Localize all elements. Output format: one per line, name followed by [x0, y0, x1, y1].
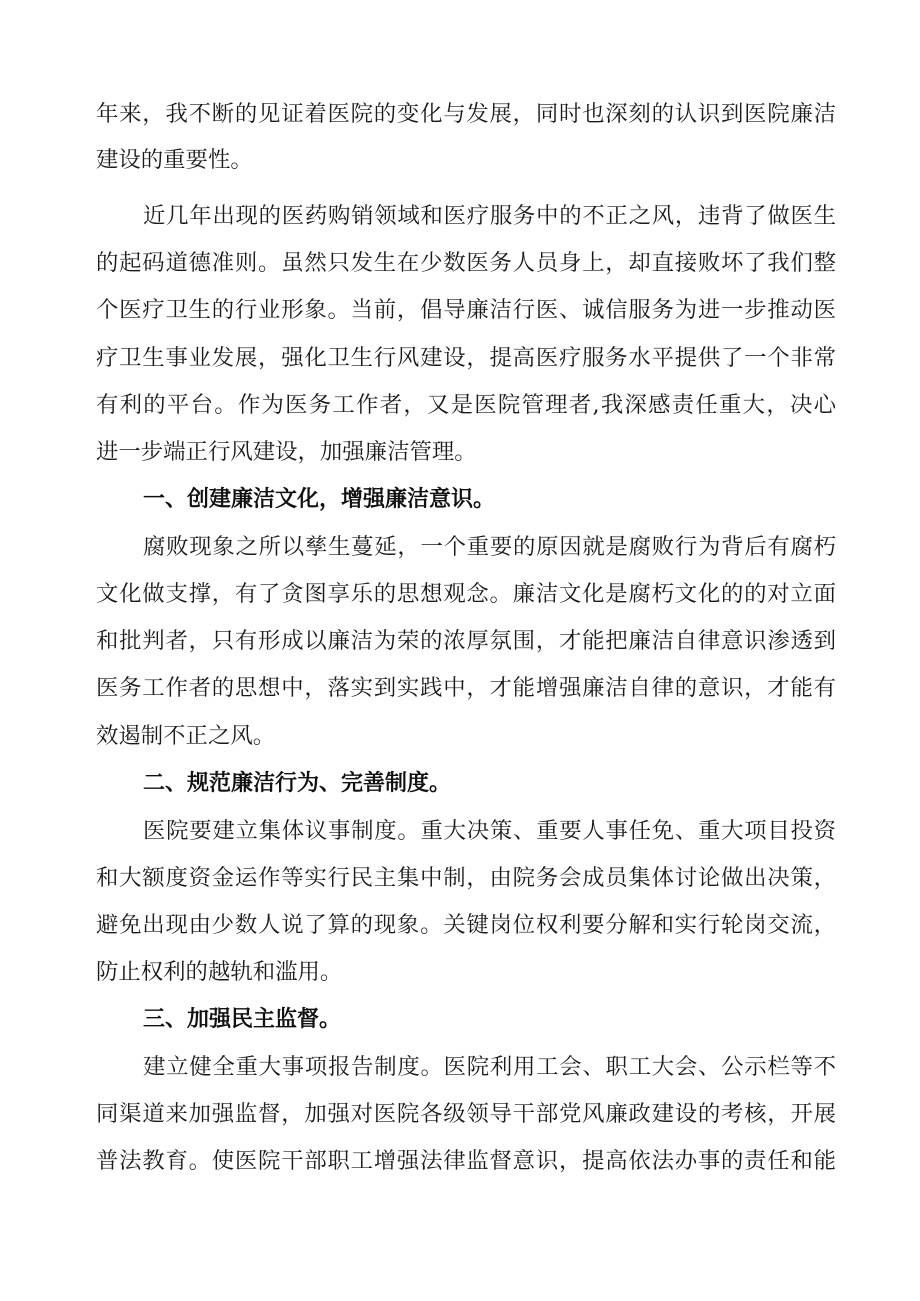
section-heading-1: 一、创建廉洁文化，增强廉洁意识。	[143, 487, 496, 512]
text-line: 和大额度资金运作等实行民主集中制，由院务会成员集体讨论做出决策，	[96, 865, 836, 891]
text-line: 避免出现由少数人说了算的现象。关键岗位权利要分解和实行轮岗交流，	[96, 912, 836, 938]
text-line: 有利的平台。作为医务工作者，又是医院管理者,我深感责任重大，决心	[96, 392, 836, 418]
text-line: 年来，我不断的见证着医院的变化与发展，同时也深刻的认识到医院廉洁	[96, 101, 836, 127]
text-line: 疗卫生事业发展，强化卫生行风建设，提高医疗服务水平提供了一个非常	[96, 345, 836, 371]
paragraph-first-line: 建立健全重大事项报告制度。医院利用工会、职工大会、公示栏等不	[143, 1054, 836, 1080]
text-line: 进一步端正行风建设，加强廉洁管理。	[96, 439, 477, 465]
text-line: 文化做支撑，有了贪图享乐的思想观念。廉洁文化是腐朽文化的的对立面	[96, 581, 836, 607]
text-line: 防止权利的越轨和滥用。	[96, 959, 343, 985]
text-line: 效遏制不正之风。	[96, 723, 276, 749]
section-heading-3: 三、加强民主监督。	[143, 1007, 342, 1032]
text-line: 个医疗卫生的行业形象。当前，倡导廉洁行医、诚信服务为进一步推动医	[96, 297, 836, 323]
text-line: 同渠道来加强监督，加强对医院各级领导干部党风廉政建设的考核，开展	[96, 1101, 836, 1127]
paragraph-first-line: 近几年出现的医药购销领域和医疗服务中的不正之风，违背了做医生	[143, 203, 836, 229]
text-line: 医务工作者的思想中，落实到实践中，才能增强廉洁自律的意识，才能有	[96, 675, 836, 701]
text-line: 普法教育。使医院干部职工增强法律监督意识，提高依法办事的责任和能	[96, 1148, 836, 1174]
paragraph-first-line: 医院要建立集体议事制度。重大决策、重要人事任免、重大项目投资	[143, 818, 836, 844]
text-line: 建设的重要性。	[96, 147, 253, 173]
text-line: 的起码道德准则。虽然只发生在少数医务人员身上，却直接败坏了我们整	[96, 250, 836, 276]
text-line: 和批判者，只有形成以廉洁为荣的浓厚氛围，才能把廉洁自律意识渗透到	[96, 628, 836, 654]
section-heading-2: 二、规范廉洁行为、完善制度。	[143, 771, 452, 796]
paragraph-first-line: 腐败现象之所以孳生蔓延，一个重要的原因就是腐败行为背后有腐朽	[143, 534, 836, 560]
